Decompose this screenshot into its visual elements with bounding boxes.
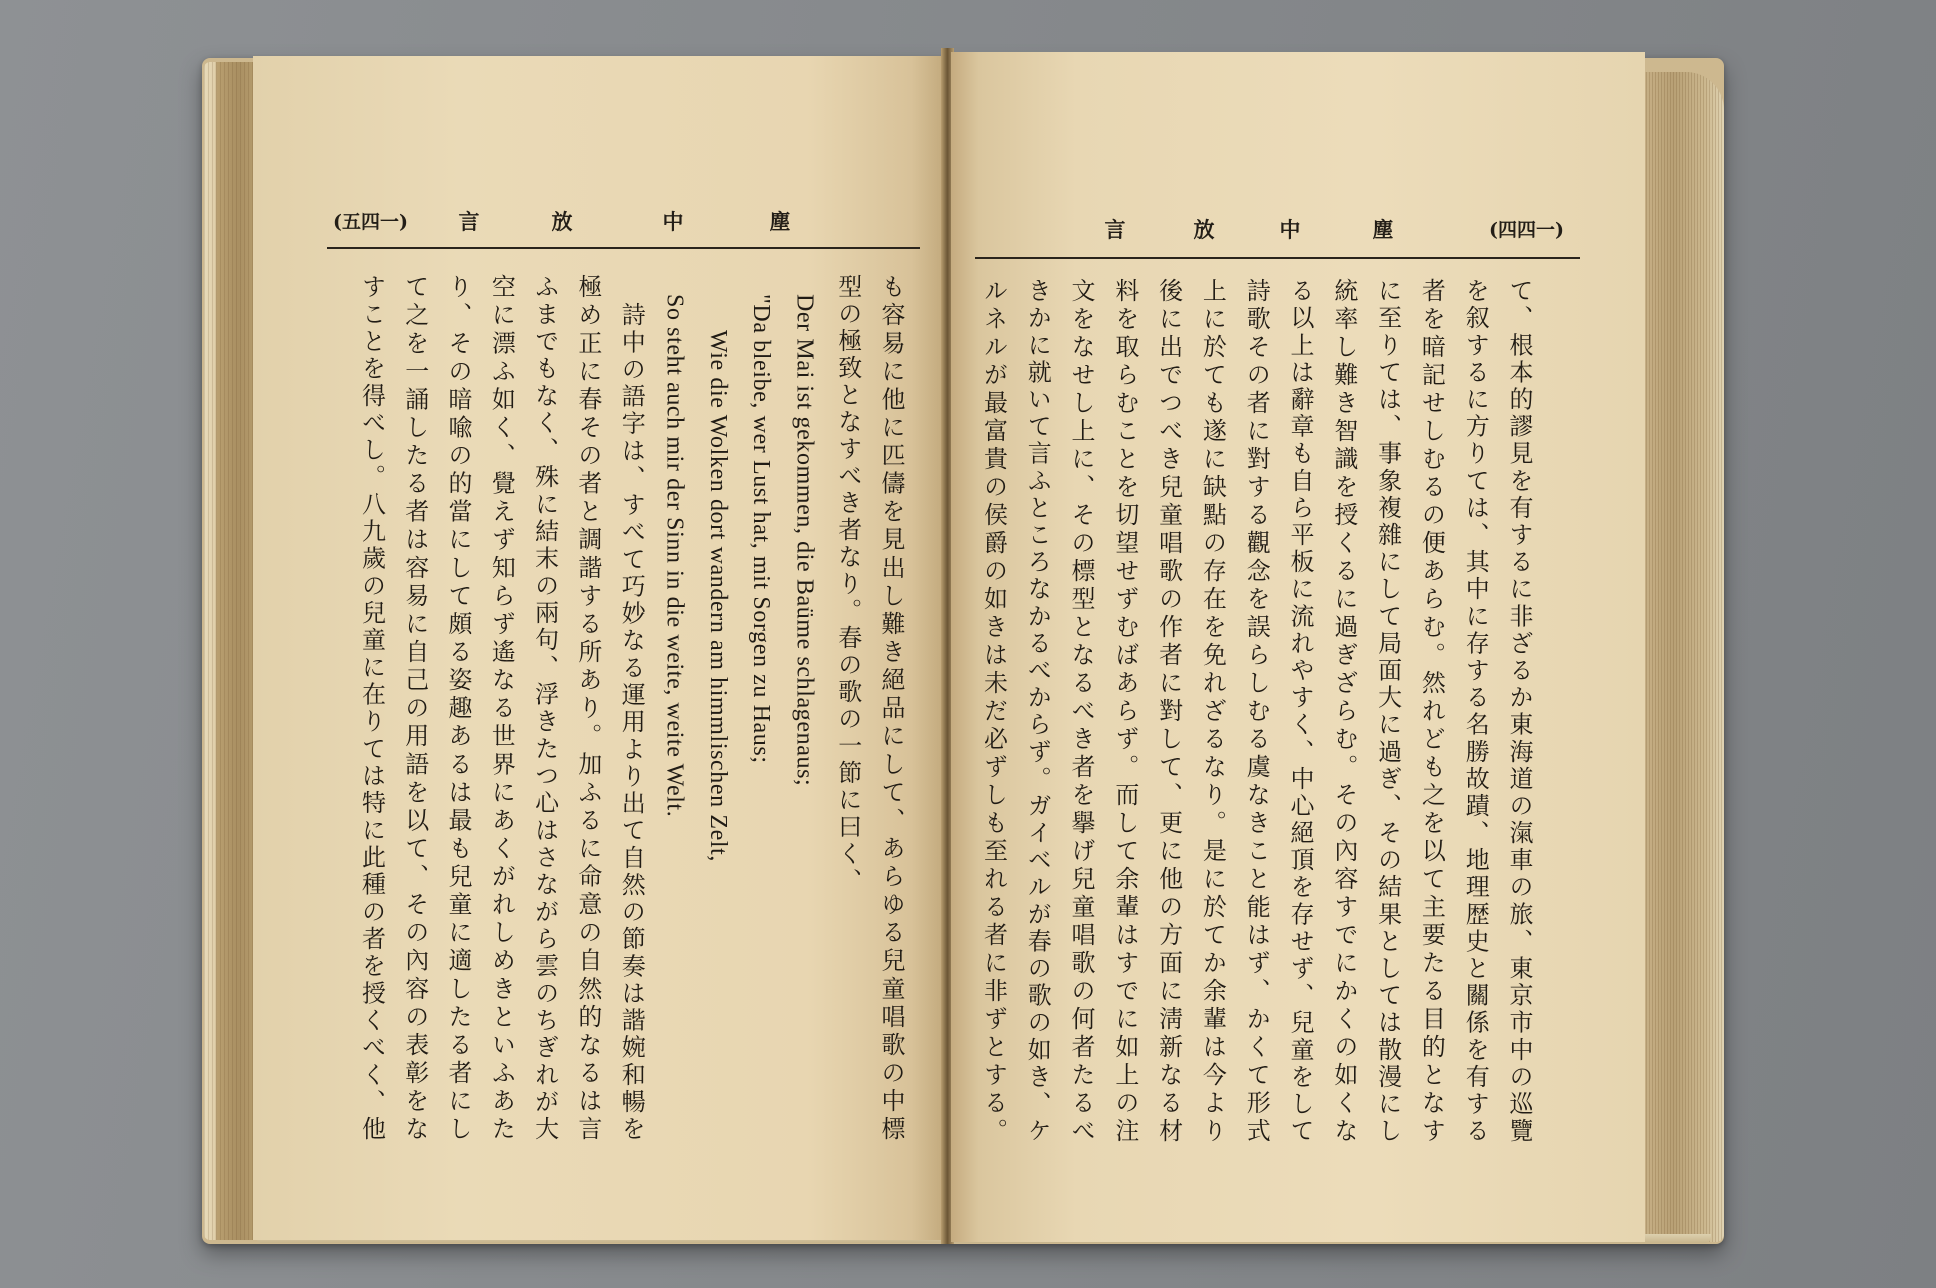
running-head-title-char: 中 [662, 209, 684, 234]
text-column: 型の極致となすべき者なり。春の歌の一節に曰く、 [833, 274, 862, 895]
text-column: すことを得べし。八九歲の兒童に在りては特に此種の者を授くべく、他 [357, 274, 386, 1140]
right-page [951, 52, 1645, 1242]
text-column: を叙するに方りては、其中に存する名勝故蹟、地理歴史と關係を有する [1461, 278, 1490, 1143]
text-column: 料を取らむことを切望せずむばあらず。而して余輩はすでに如上の注 [1110, 278, 1139, 1142]
running-head-title-char: 放 [551, 209, 573, 234]
header-rule [975, 257, 1580, 259]
poem-line: So steht auch mir der Sinn in die weite, weite Welt. [661, 294, 688, 818]
text-column: 後に出でつべき兒童唱歌の作者に對して、更に他の方面に淸新なる材 [1154, 278, 1183, 1142]
text-column: て、根本的謬見を有するに非ざるか東海道の滊車の旅、東京市中の巡覽 [1505, 278, 1533, 1142]
text-column: り、その暗喩の的當にして頗る姿趣あるは最も兒童に適したる者にし [444, 274, 473, 1140]
text-column: きかに就いて言ふところなかるべからず。ガイベルが春の歌の如き、ケ [1023, 278, 1052, 1143]
running-head-title-char: 言 [1104, 217, 1126, 242]
left-page [253, 56, 946, 1240]
text-column: 詩歌その者に對する觀念を誤らしむる虞なきこと能はず、かくて形式 [1242, 278, 1271, 1142]
left-page-body-text [349, 274, 912, 1140]
running-head-title-char: 放 [1193, 217, 1215, 242]
text-column: て之を一誦したる者は容易に自己の用語を以て、その內容の表彰をな [400, 274, 429, 1140]
text-column: ルネルが最富貴の侯爵の如きは未だ必ずしも至れる者に非ずとする。 [979, 278, 1008, 1142]
running-head-title-char: 塵 [1372, 217, 1394, 242]
running-head-page-number: (四四一) [1489, 219, 1564, 241]
text-column: ふまでもなく、殊に結末の兩句、浮きたつ心はさながら雲のちぎれが大 [530, 274, 559, 1140]
poem-line: "Da bleibe, wer Lust hat, mit Sorgen zu Haus; [748, 294, 775, 764]
header-rule [327, 247, 920, 249]
right-page-body-text [970, 278, 1540, 1142]
left-page-edges [204, 62, 256, 1240]
running-head-title-char: 中 [1279, 217, 1301, 242]
text-column: 上に於ても遂に缺點の存在を免れざるなり。是に於てか余輩は今より [1198, 278, 1227, 1142]
text-column: 空に漂ふ如く、覺えず知らず遙なる世界にあくがれしめきといふあた [487, 274, 516, 1140]
running-head-title-char: 言 [458, 209, 480, 234]
text-column: も容易に他に匹儔を見出し難き絕品にして、あらゆる兒童唱歌の中標 [877, 274, 905, 1140]
text-column: に至りては、事象複雜にして局面大に過ぎ、その結果としては散漫にし [1373, 278, 1402, 1142]
running-head-page-number: (五四一) [333, 211, 408, 233]
text-column: 文をなせし上に、その標型となるべき者を擧げ兒童唱歌の何者たるべ [1067, 278, 1096, 1142]
text-column: 極め正に春その者と調諧する所あり。加ふるに命意の自然的なるは言 [573, 274, 602, 1140]
poem-line: Wie die Wolken dort wandern am himmlischen Zelt, [704, 330, 731, 862]
poem-line: Der Mai ist gekommen, die Baüme schlagenaus; [791, 294, 818, 787]
right-page-edges [1640, 72, 1724, 1242]
text-column: 詩中の語字は、すべて巧妙なる運用より出て自然の節奏は諧婉和暢を [617, 302, 646, 1141]
text-column: 統率し難き智識を授くるに過ぎざらむ。その內容すでにかくの如くな [1329, 278, 1358, 1142]
text-column: る以上は辭章も自ら平板に流れやすく、中心絕頂を存せず、兒童をして [1286, 278, 1315, 1142]
running-head-title-char: 塵 [769, 209, 791, 234]
text-column: 者を暗記せしむるの便あらむ。然れども之を以て主要たる目的となす [1417, 278, 1446, 1142]
